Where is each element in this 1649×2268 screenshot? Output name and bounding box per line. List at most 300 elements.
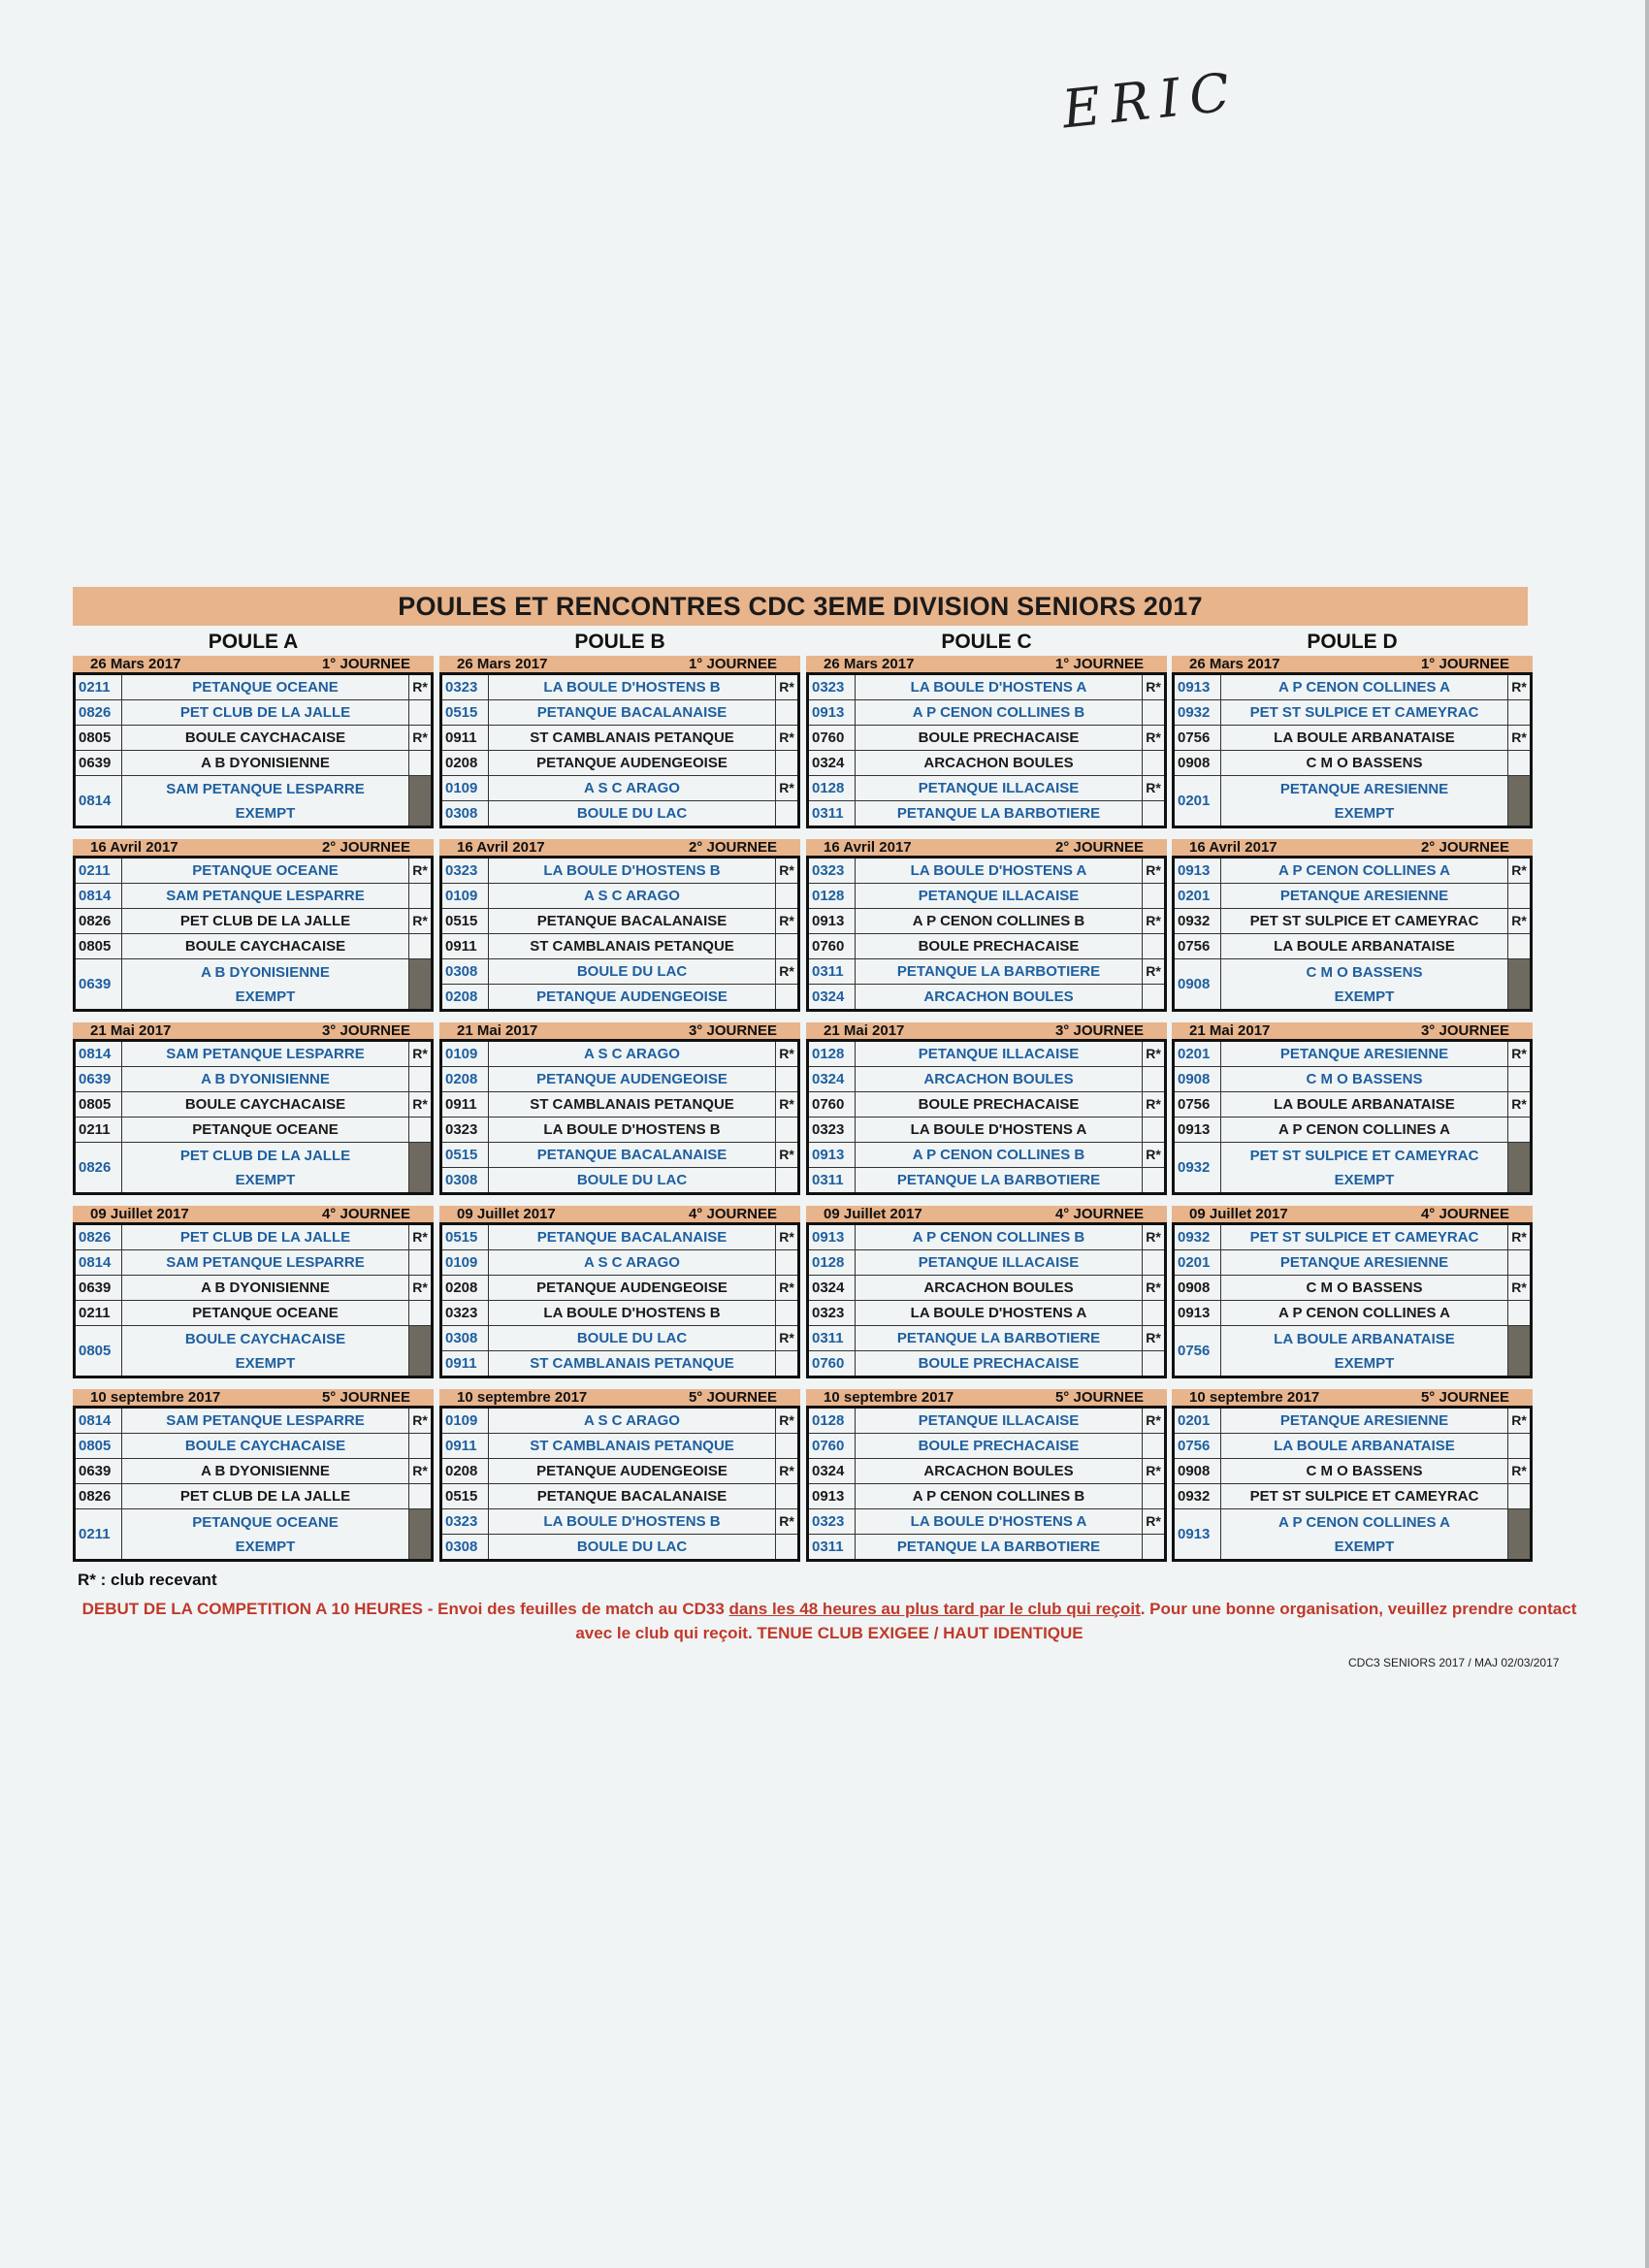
- club-code: 0756: [1174, 934, 1221, 959]
- round-date: 26 Mars 2017: [90, 656, 181, 672]
- club-code: 0639: [75, 1067, 122, 1092]
- receiving-flag: [776, 751, 799, 776]
- exempt-label: EXEMPT: [1334, 1354, 1395, 1372]
- club-code: 0826: [75, 1143, 122, 1194]
- team-name: BOULE PRECHACAISE: [856, 1351, 1143, 1377]
- club-code: 0913: [1174, 1509, 1221, 1561]
- team-name: LA BOULE ARBANATAISE: [1274, 1330, 1455, 1347]
- table-row: [1174, 858, 1532, 884]
- receiving-flag: R*: [409, 909, 433, 934]
- receiving-flag: [1508, 1434, 1532, 1459]
- table-row: [808, 1168, 1166, 1194]
- receiving-flag: R*: [776, 1041, 799, 1067]
- round-header: [73, 1206, 434, 1222]
- receiving-flag: R*: [776, 1224, 799, 1250]
- team-name: LA BOULE ARBANATAISE: [1221, 934, 1508, 959]
- team-name: PETANQUE ILLACAISE: [856, 1041, 1143, 1067]
- team-name: A P CENON COLLINES A: [1221, 1118, 1508, 1143]
- table-row-exempt: [75, 776, 433, 827]
- club-code: 0109: [441, 776, 489, 801]
- receiving-flag: [1143, 1535, 1166, 1561]
- receiving-flag: [409, 1484, 433, 1509]
- team-name: BOULE DU LAC: [489, 801, 776, 827]
- round-label: 3° JOURNEE: [1420, 1022, 1509, 1039]
- table-row: [75, 1276, 433, 1301]
- poule-column: [806, 629, 1167, 1572]
- exempt-label: EXEMPT: [235, 988, 296, 1005]
- poule-column: [73, 629, 434, 1572]
- receiving-flag: R*: [1143, 726, 1166, 751]
- club-code: 0211: [75, 858, 122, 884]
- table-row: [808, 1250, 1166, 1276]
- receiving-flag: [1143, 1351, 1166, 1377]
- receiving-flag: R*: [1508, 1408, 1532, 1434]
- receiving-flag: [1143, 751, 1166, 776]
- round-label: 1° JOURNEE: [321, 656, 410, 672]
- team-name: A B DYONISIENNE: [122, 751, 409, 776]
- receiving-flag: R*: [409, 726, 433, 751]
- club-code: 0324: [808, 1276, 856, 1301]
- receiving-flag: R*: [1508, 1276, 1532, 1301]
- club-code: 0913: [1174, 1118, 1221, 1143]
- team-name: PETANQUE AUDENGEOISE: [489, 751, 776, 776]
- team-exempt-cell: [1221, 1143, 1508, 1194]
- round-date: 26 Mars 2017: [457, 656, 548, 672]
- receiving-flag: [1143, 1301, 1166, 1326]
- table-row: [808, 959, 1166, 985]
- team-name: BOULE DU LAC: [489, 959, 776, 985]
- table-row: [441, 1041, 799, 1067]
- table-row: [808, 1143, 1166, 1168]
- table-row: [75, 1408, 433, 1434]
- team-name: PETANQUE LA BARBOTIERE: [856, 1535, 1143, 1561]
- round-table: [73, 856, 434, 1012]
- table-row: [808, 776, 1166, 801]
- team-name: ST CAMBLANAIS PETANQUE: [489, 934, 776, 959]
- club-code: 0128: [808, 1408, 856, 1434]
- table-row: [1174, 934, 1532, 959]
- receiving-flag: R*: [1143, 776, 1166, 801]
- exempt-box: [409, 776, 433, 827]
- table-row: [441, 1092, 799, 1118]
- receiving-flag: [776, 1301, 799, 1326]
- exempt-label: EXEMPT: [1334, 1538, 1395, 1555]
- receiving-flag: R*: [776, 1459, 799, 1484]
- round-block: [439, 656, 800, 828]
- table-row: [808, 801, 1166, 827]
- club-code: 0908: [1174, 959, 1221, 1011]
- exempt-box: [409, 1143, 433, 1194]
- team-name: ST CAMBLANAIS PETANQUE: [489, 1092, 776, 1118]
- round-date: 16 Avril 2017: [90, 839, 178, 856]
- receiving-flag: R*: [776, 909, 799, 934]
- receiving-flag: R*: [1143, 909, 1166, 934]
- club-code: 0109: [441, 1041, 489, 1067]
- receiving-flag: [1143, 1250, 1166, 1276]
- round-header: [73, 1022, 434, 1039]
- team-name: BOULE PRECHACAISE: [856, 726, 1143, 751]
- table-row: [441, 1326, 799, 1351]
- receiving-flag: R*: [1143, 674, 1166, 700]
- club-code: 0323: [441, 858, 489, 884]
- round-table: [1172, 672, 1533, 828]
- club-code: 0760: [808, 934, 856, 959]
- team-name: PET CLUB DE LA JALLE: [122, 1484, 409, 1509]
- round-label: 5° JOURNEE: [1420, 1389, 1509, 1406]
- club-code: 0826: [75, 1224, 122, 1250]
- receiving-flag: [409, 700, 433, 726]
- team-exempt-cell: [122, 776, 409, 827]
- receiving-flag: R*: [1143, 959, 1166, 985]
- team-name: BOULE CAYCHACAISE: [122, 1434, 409, 1459]
- round-date: 09 Juillet 2017: [824, 1206, 922, 1222]
- team-name: PETANQUE OCEANE: [122, 858, 409, 884]
- round-header: [439, 1389, 800, 1406]
- club-code: 0324: [808, 751, 856, 776]
- receiving-flag: R*: [1508, 1092, 1532, 1118]
- club-code: 0913: [1174, 858, 1221, 884]
- receiving-flag: [776, 700, 799, 726]
- receiving-flag: [1508, 884, 1532, 909]
- round-header: [439, 1206, 800, 1222]
- team-name: BOULE PRECHACAISE: [856, 1434, 1143, 1459]
- receiving-flag: [1508, 1067, 1532, 1092]
- receiving-flag: R*: [1143, 1459, 1166, 1484]
- table-row: [75, 934, 433, 959]
- table-row: [1174, 1041, 1532, 1067]
- club-code: 0201: [1174, 884, 1221, 909]
- club-code: 0756: [1174, 726, 1221, 751]
- table-row: [1174, 1459, 1532, 1484]
- club-code: 0826: [75, 1484, 122, 1509]
- notice-part2: . Pour une bonne organisation, veuillez prendre contact avec le club qui reçoit. TENUE CLUB EXIGEE / HAUT IDENTIQUE: [575, 1600, 1577, 1642]
- table-row: [441, 959, 799, 985]
- exempt-box: [1508, 776, 1532, 827]
- club-code: 0109: [441, 1408, 489, 1434]
- team-name: A B DYONISIENNE: [122, 1276, 409, 1301]
- round-label: 4° JOURNEE: [688, 1206, 777, 1222]
- round-date: 21 Mai 2017: [824, 1022, 905, 1039]
- team-name: ARCACHON BOULES: [856, 985, 1143, 1011]
- team-name: PETANQUE ILLACAISE: [856, 1250, 1143, 1276]
- team-name: A P CENON COLLINES A: [1221, 1301, 1508, 1326]
- club-code: 0208: [441, 1276, 489, 1301]
- team-name: SAM PETANQUE LESPARRE: [122, 1041, 409, 1067]
- club-code: 0515: [441, 700, 489, 726]
- receiving-flag: R*: [776, 674, 799, 700]
- round-block: [73, 839, 434, 1012]
- exempt-box: [1508, 1143, 1532, 1194]
- team-name: LA BOULE D'HOSTENS A: [856, 1301, 1143, 1326]
- team-name: BOULE CAYCHACAISE: [122, 726, 409, 751]
- team-name: SAM PETANQUE LESPARRE: [122, 1408, 409, 1434]
- club-code: 0515: [441, 1143, 489, 1168]
- club-code: 0908: [1174, 751, 1221, 776]
- table-row: [808, 1434, 1166, 1459]
- table-row: [808, 674, 1166, 700]
- table-row: [808, 1535, 1166, 1561]
- round-block: [73, 1022, 434, 1195]
- table-row: [808, 751, 1166, 776]
- table-row: [1174, 1224, 1532, 1250]
- team-name: PETANQUE ILLACAISE: [856, 1408, 1143, 1434]
- table-row: [441, 858, 799, 884]
- table-row: [441, 776, 799, 801]
- club-code: 0814: [75, 1408, 122, 1434]
- club-code: 0311: [808, 1168, 856, 1194]
- club-code: 0814: [75, 1250, 122, 1276]
- table-row: [75, 1067, 433, 1092]
- table-row: [75, 1484, 433, 1509]
- team-name: A S C ARAGO: [489, 776, 776, 801]
- club-code: 0826: [75, 909, 122, 934]
- legend-text: R* : club recevant: [78, 1571, 217, 1589]
- table-row-exempt: [1174, 959, 1532, 1011]
- club-code: 0913: [808, 1224, 856, 1250]
- round-block: [806, 656, 1167, 828]
- receiving-flag: [776, 1168, 799, 1194]
- team-name: ARCACHON BOULES: [856, 751, 1143, 776]
- receiving-flag: [1508, 934, 1532, 959]
- table-row: [75, 909, 433, 934]
- team-exempt-cell: [1221, 1326, 1508, 1377]
- team-name: ST CAMBLANAIS PETANQUE: [489, 1351, 776, 1377]
- round-label: 3° JOURNEE: [1054, 1022, 1144, 1039]
- round-label: 4° JOURNEE: [1054, 1206, 1144, 1222]
- receiving-flag: R*: [409, 674, 433, 700]
- table-row: [808, 1276, 1166, 1301]
- table-row: [808, 1118, 1166, 1143]
- exempt-box: [1508, 1326, 1532, 1377]
- club-code: 0208: [441, 751, 489, 776]
- table-row: [1174, 674, 1532, 700]
- team-name: PET CLUB DE LA JALLE: [122, 909, 409, 934]
- round-header: [806, 656, 1167, 672]
- team-name: PETANQUE BACALANAISE: [489, 700, 776, 726]
- table-row-exempt: [75, 959, 433, 1011]
- table-row: [441, 1118, 799, 1143]
- team-name: PETANQUE OCEANE: [122, 1118, 409, 1143]
- table-row-exempt: [75, 1326, 433, 1377]
- table-row: [808, 1224, 1166, 1250]
- exempt-box: [409, 1326, 433, 1377]
- team-name: PET CLUB DE LA JALLE: [122, 1224, 409, 1250]
- receiving-flag: R*: [776, 1408, 799, 1434]
- table-row: [441, 909, 799, 934]
- table-row: [808, 858, 1166, 884]
- round-date: 21 Mai 2017: [457, 1022, 538, 1039]
- team-name: ST CAMBLANAIS PETANQUE: [489, 1434, 776, 1459]
- round-header: [73, 839, 434, 856]
- round-label: 4° JOURNEE: [1420, 1206, 1509, 1222]
- receiving-flag: R*: [1143, 1326, 1166, 1351]
- receiving-flag: [1143, 1484, 1166, 1509]
- receiving-flag: R*: [1508, 858, 1532, 884]
- table-row: [1174, 1434, 1532, 1459]
- club-code: 0128: [808, 1041, 856, 1067]
- team-name: BOULE PRECHACAISE: [856, 934, 1143, 959]
- team-exempt-cell: [1221, 959, 1508, 1011]
- round-table: [806, 1039, 1167, 1195]
- receiving-flag: [1143, 985, 1166, 1011]
- team-name: A S C ARAGO: [489, 1250, 776, 1276]
- team-name: LA BOULE D'HOSTENS B: [489, 1301, 776, 1326]
- team-name: PETANQUE ILLACAISE: [856, 884, 1143, 909]
- table-row: [1174, 1301, 1532, 1326]
- receiving-flag: R*: [776, 776, 799, 801]
- table-row: [441, 1351, 799, 1377]
- table-row: [808, 1509, 1166, 1535]
- update-stamp: CDC3 SENIORS 2017 / MAJ 02/03/2017: [1348, 1656, 1560, 1669]
- table-row: [75, 674, 433, 700]
- team-name: LA BOULE D'HOSTENS A: [856, 674, 1143, 700]
- round-date: 09 Juillet 2017: [1189, 1206, 1288, 1222]
- team-name: PETANQUE ARESIENNE: [1221, 1250, 1508, 1276]
- table-row: [1174, 1092, 1532, 1118]
- round-table: [73, 1406, 434, 1562]
- receiving-flag: R*: [409, 1041, 433, 1067]
- table-row: [75, 858, 433, 884]
- exempt-label: EXEMPT: [235, 804, 296, 822]
- round-block: [806, 839, 1167, 1012]
- team-name: A P CENON COLLINES A: [1278, 1513, 1450, 1531]
- team-name: BOULE CAYCHACAISE: [184, 1330, 346, 1347]
- club-code: 0760: [808, 1351, 856, 1377]
- club-code: 0805: [75, 1092, 122, 1118]
- club-code: 0911: [441, 1434, 489, 1459]
- receiving-flag: [1508, 1484, 1532, 1509]
- club-code: 0323: [808, 858, 856, 884]
- club-code: 0760: [808, 726, 856, 751]
- club-code: 0308: [441, 801, 489, 827]
- club-code: 0639: [75, 1459, 122, 1484]
- table-row: [75, 1041, 433, 1067]
- team-exempt-cell: [1221, 1509, 1508, 1561]
- table-row: [808, 700, 1166, 726]
- team-name: PETANQUE ILLACAISE: [856, 776, 1143, 801]
- round-date: 10 septembre 2017: [1189, 1389, 1320, 1406]
- round-date: 09 Juillet 2017: [457, 1206, 556, 1222]
- table-row: [808, 1484, 1166, 1509]
- table-row-exempt: [1174, 1143, 1532, 1194]
- club-code: 0324: [808, 1067, 856, 1092]
- round-block: [73, 656, 434, 828]
- receiving-flag: R*: [1508, 1224, 1532, 1250]
- table-row: [808, 1041, 1166, 1067]
- table-row: [441, 884, 799, 909]
- table-row: [75, 1118, 433, 1143]
- club-code: 0324: [808, 985, 856, 1011]
- team-name: PETANQUE AUDENGEOISE: [489, 985, 776, 1011]
- round-header: [1172, 1206, 1533, 1222]
- team-exempt-cell: [122, 1143, 409, 1194]
- club-code: 0760: [808, 1092, 856, 1118]
- scan-edge: [1645, 0, 1649, 2268]
- receiving-flag: [776, 1484, 799, 1509]
- receiving-flag: [409, 1250, 433, 1276]
- round-table: [439, 672, 800, 828]
- notice-underlined: dans les 48 heures au plus tard par le club qui reçoit: [728, 1600, 1141, 1618]
- club-code: 0756: [1174, 1092, 1221, 1118]
- receiving-flag: [409, 884, 433, 909]
- table-row: [1174, 1118, 1532, 1143]
- team-name: SAM PETANQUE LESPARRE: [166, 780, 365, 797]
- table-row: [808, 1351, 1166, 1377]
- club-code: 0308: [441, 1168, 489, 1194]
- round-date: 16 Avril 2017: [1189, 839, 1277, 856]
- club-code: 0311: [808, 1535, 856, 1561]
- table-row: [808, 1067, 1166, 1092]
- club-code: 0908: [1174, 1067, 1221, 1092]
- team-name: PETANQUE LA BARBOTIERE: [856, 1326, 1143, 1351]
- team-name: A B DYONISIENNE: [201, 963, 330, 981]
- club-code: 0911: [441, 1351, 489, 1377]
- round-label: 5° JOURNEE: [321, 1389, 410, 1406]
- round-block: [1172, 839, 1533, 1012]
- poule-name: POULE B: [574, 631, 665, 653]
- club-code: 0211: [75, 1509, 122, 1561]
- club-code: 0639: [75, 1276, 122, 1301]
- club-code: 0639: [75, 751, 122, 776]
- exempt-box: [409, 1509, 433, 1561]
- round-label: 1° JOURNEE: [1054, 656, 1144, 672]
- team-name: PET ST SULPICE ET CAMEYRAC: [1221, 700, 1508, 726]
- round-table: [1172, 1406, 1533, 1562]
- round-table: [806, 1222, 1167, 1378]
- club-code: 0913: [1174, 674, 1221, 700]
- team-name: PET CLUB DE LA JALLE: [179, 1147, 351, 1164]
- table-row: [75, 751, 433, 776]
- team-name: PETANQUE ARESIENNE: [1221, 884, 1508, 909]
- table-row: [75, 1092, 433, 1118]
- round-label: 3° JOURNEE: [321, 1022, 410, 1039]
- round-label: 2° JOURNEE: [1054, 839, 1144, 856]
- club-code: 0323: [441, 1118, 489, 1143]
- team-name: BOULE DU LAC: [489, 1326, 776, 1351]
- receiving-flag: R*: [776, 858, 799, 884]
- round-block: [439, 1206, 800, 1378]
- receiving-flag: R*: [776, 726, 799, 751]
- club-code: 0911: [441, 1092, 489, 1118]
- table-row: [75, 700, 433, 726]
- team-name: LA BOULE ARBANATAISE: [1221, 1092, 1508, 1118]
- table-row: [441, 934, 799, 959]
- receiving-flag: R*: [1508, 1459, 1532, 1484]
- club-code: 0109: [441, 1250, 489, 1276]
- club-code: 0201: [1174, 776, 1221, 827]
- table-row: [75, 1459, 433, 1484]
- club-code: 0208: [441, 985, 489, 1011]
- table-row: [1174, 1276, 1532, 1301]
- receiving-flag: R*: [409, 1276, 433, 1301]
- club-code: 0211: [75, 1301, 122, 1326]
- round-block: [806, 1022, 1167, 1195]
- team-name: ARCACHON BOULES: [856, 1276, 1143, 1301]
- exempt-box: [1508, 1509, 1532, 1561]
- team-name: A P CENON COLLINES A: [1221, 674, 1508, 700]
- receiving-flag: [776, 801, 799, 827]
- receiving-flag: R*: [409, 1092, 433, 1118]
- receiving-flag: [776, 1535, 799, 1561]
- club-code: 0913: [808, 909, 856, 934]
- receiving-flag: R*: [1143, 1041, 1166, 1067]
- team-name: PETANQUE AUDENGEOISE: [489, 1459, 776, 1484]
- receiving-flag: R*: [1508, 726, 1532, 751]
- team-name: A P CENON COLLINES B: [856, 1143, 1143, 1168]
- team-name: LA BOULE ARBANATAISE: [1221, 1434, 1508, 1459]
- receiving-flag: R*: [776, 1143, 799, 1168]
- club-code: 0323: [808, 1301, 856, 1326]
